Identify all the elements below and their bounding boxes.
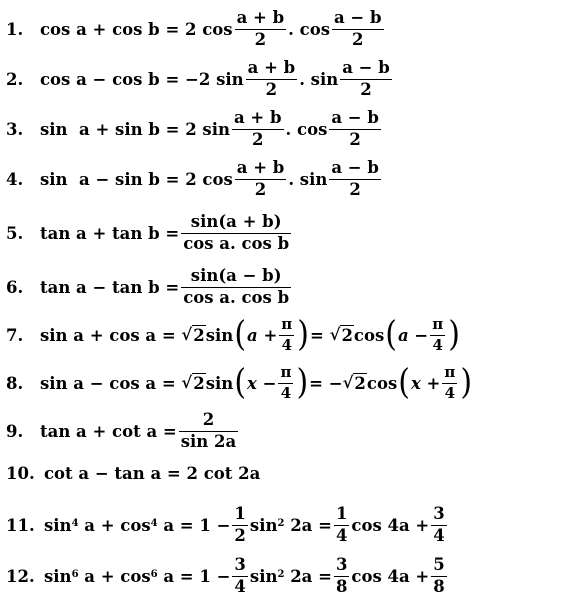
formula-row-5 [0, 208, 293, 258]
formula-mid: . sin [288, 169, 328, 189]
formula-row-1 [0, 4, 386, 54]
denominator: 4 [335, 525, 348, 545]
exponent: 6 [150, 568, 158, 580]
formula-lhs: tan a + cot a = [40, 421, 177, 441]
numerator: 3 [335, 554, 348, 574]
formula-row-4 [0, 154, 383, 204]
function-name: sin [205, 325, 234, 345]
formula-expression [44, 505, 449, 546]
exponent: 2 [277, 568, 285, 580]
denominator: cos a. cos b [183, 287, 290, 307]
formula-row-3 [0, 104, 383, 154]
equals-sign: = [310, 325, 324, 345]
right-paren-icon: ) [460, 362, 473, 403]
equals-sign: = − [309, 373, 343, 393]
right-paren-icon: ) [448, 314, 460, 355]
formula-number: 12. [6, 566, 35, 586]
formula-number: 8. [6, 373, 24, 393]
numerator: π [432, 315, 444, 334]
formula-number: 6. [6, 277, 24, 297]
denominator: 4 [433, 525, 445, 545]
denominator: 2 [235, 29, 287, 50]
radical-sign-icon: √ [181, 325, 193, 344]
formula-expression [40, 213, 293, 254]
formula-expression [44, 556, 449, 597]
formula-lhs: tan a + tan b = [40, 223, 180, 243]
formula-lhs: cos a + cos b = 2 cos [40, 19, 233, 39]
formula-row-10 [0, 448, 260, 498]
denominator: 4 [234, 576, 246, 596]
numerator: π [444, 363, 456, 382]
numerator: 1 [335, 503, 348, 523]
left-paren-icon: ( [385, 314, 397, 355]
radicand: 2 [341, 326, 353, 345]
function-name: cos [366, 373, 398, 393]
argument-text: x + [410, 373, 441, 393]
numerator: a + b [236, 7, 285, 27]
fraction [232, 109, 284, 150]
formula-number: 3. [6, 119, 24, 139]
denominator: 2 [232, 129, 284, 150]
formula-mid: . cos [285, 119, 328, 139]
formula-number: 1. [6, 19, 24, 39]
fraction [431, 505, 446, 546]
right-paren-icon: ) [296, 362, 309, 403]
numerator: 1 [234, 503, 246, 523]
numerator: a − b [342, 57, 390, 77]
formula-text: a + cos [84, 566, 151, 586]
formula-expression [40, 316, 461, 354]
formula-expression [40, 411, 240, 452]
formula-mid: . cos [288, 19, 330, 39]
formula-expression [44, 464, 260, 483]
fraction [246, 59, 298, 100]
fraction [340, 59, 392, 100]
formula-expression [40, 267, 293, 308]
square-root [343, 373, 367, 393]
numerator: 3 [234, 554, 246, 574]
denominator: 4 [430, 335, 445, 354]
formula-text: cos 4a + [351, 515, 430, 535]
formula-lhs: cot a − tan a = 2 cot 2a [44, 463, 261, 483]
denominator: 2 [340, 79, 392, 100]
numerator: 3 [433, 503, 445, 523]
fraction [334, 505, 349, 546]
formula-expression [40, 159, 383, 200]
formula-text: sin [249, 566, 278, 586]
denominator: 2 [235, 179, 287, 200]
denominator: 4 [278, 383, 293, 402]
formula-expression [40, 364, 473, 402]
formula-number: 7. [6, 325, 24, 345]
radicand: 2 [354, 374, 366, 393]
formula-text: a + cos [84, 515, 151, 535]
numerator: a − b [331, 157, 379, 177]
numerator: sin(a + b) [190, 211, 282, 231]
formula-expression [40, 59, 394, 100]
numerator: a + b [236, 157, 285, 177]
fraction [279, 316, 294, 354]
radical-sign-icon: √ [181, 373, 193, 392]
formula-row-7 [0, 310, 461, 360]
square-root [330, 325, 354, 345]
formula-row-11 [0, 500, 449, 550]
denominator: 2 [246, 79, 298, 100]
argument-text: a − [397, 325, 429, 345]
formula-lhs: sin a + sin b = 2 sin [40, 119, 230, 139]
numerator: 5 [433, 554, 445, 574]
formula-row-2 [0, 54, 394, 104]
formula-text: a = 1 − [163, 566, 231, 586]
denominator: cos a. cos b [183, 233, 290, 253]
left-paren-icon: ( [234, 314, 247, 355]
denominator: 8 [335, 576, 348, 596]
right-paren-icon: ) [297, 314, 309, 355]
denominator: 8 [433, 576, 445, 596]
fraction [181, 213, 291, 254]
fraction [232, 505, 247, 546]
formula-number: 4. [6, 169, 24, 189]
formula-lhs: sin a − sin b = 2 cos [40, 169, 233, 189]
formula-row-8 [0, 358, 473, 408]
numerator: a + b [247, 57, 296, 77]
formula-text: 2a = [290, 566, 332, 586]
fraction [442, 364, 457, 402]
numerator: sin(a − b) [190, 265, 282, 285]
radicand: 2 [193, 326, 205, 345]
left-paren-icon: ( [398, 362, 410, 403]
formula-number: 5. [6, 223, 24, 243]
exponent: 4 [71, 517, 79, 529]
formula-lhs: sin a + cos a = [40, 325, 176, 345]
formula-row-6 [0, 262, 293, 312]
formula-number: 9. [6, 421, 24, 441]
exponent: 2 [277, 517, 285, 529]
formula-number: 11. [6, 515, 35, 535]
formula-text: sin [249, 515, 278, 535]
formula-expression [40, 9, 386, 50]
denominator: 4 [279, 335, 294, 354]
square-root [181, 325, 205, 345]
function-name: cos [353, 325, 385, 345]
square-root [181, 373, 205, 393]
denominator: 2 [329, 179, 381, 200]
function-name: sin [205, 373, 234, 393]
fraction [278, 364, 293, 402]
fraction [332, 9, 384, 50]
fraction [181, 267, 291, 308]
fraction [430, 316, 445, 354]
denominator: 2 [332, 29, 384, 50]
formula-lhs: cos a − cos b = −2 sin [40, 69, 244, 89]
fraction [329, 159, 381, 200]
formula-text: sin [44, 515, 72, 535]
formula-lhs: tan a − tan b = [40, 277, 180, 297]
formula-text: 2a = [290, 515, 332, 535]
fraction [235, 159, 287, 200]
formula-number: 2. [6, 69, 24, 89]
fraction [179, 411, 238, 452]
formula-text: cos 4a + [351, 566, 430, 586]
exponent: 6 [71, 568, 79, 580]
numerator: a − b [331, 107, 379, 127]
denominator: sin 2a [180, 431, 237, 451]
formula-row-12 [0, 551, 449, 601]
argument-text: x − [247, 373, 277, 393]
fraction [329, 109, 381, 150]
formula-lhs: sin a − cos a = [40, 373, 176, 393]
formula-text: a = 1 − [163, 515, 231, 535]
denominator: 2 [329, 129, 381, 150]
numerator: 2 [202, 409, 215, 429]
left-paren-icon: ( [234, 362, 247, 403]
fraction [334, 556, 349, 597]
numerator: a + b [233, 107, 282, 127]
radicand: 2 [193, 374, 205, 393]
numerator: π [281, 315, 293, 334]
denominator: 4 [442, 383, 457, 402]
radical-sign-icon: √ [329, 325, 341, 344]
exponent: 4 [150, 517, 158, 529]
numerator: π [280, 363, 292, 382]
radical-sign-icon: √ [342, 373, 354, 392]
numerator: a − b [334, 7, 382, 27]
formula-number: 10. [6, 463, 35, 483]
formula-text: sin [44, 566, 72, 586]
formula-mid: . sin [299, 69, 339, 89]
fraction [235, 9, 287, 50]
fraction [232, 556, 247, 597]
formula-expression [40, 109, 383, 150]
denominator: 2 [234, 525, 246, 545]
fraction [431, 556, 446, 597]
argument-text: a + [247, 325, 278, 345]
